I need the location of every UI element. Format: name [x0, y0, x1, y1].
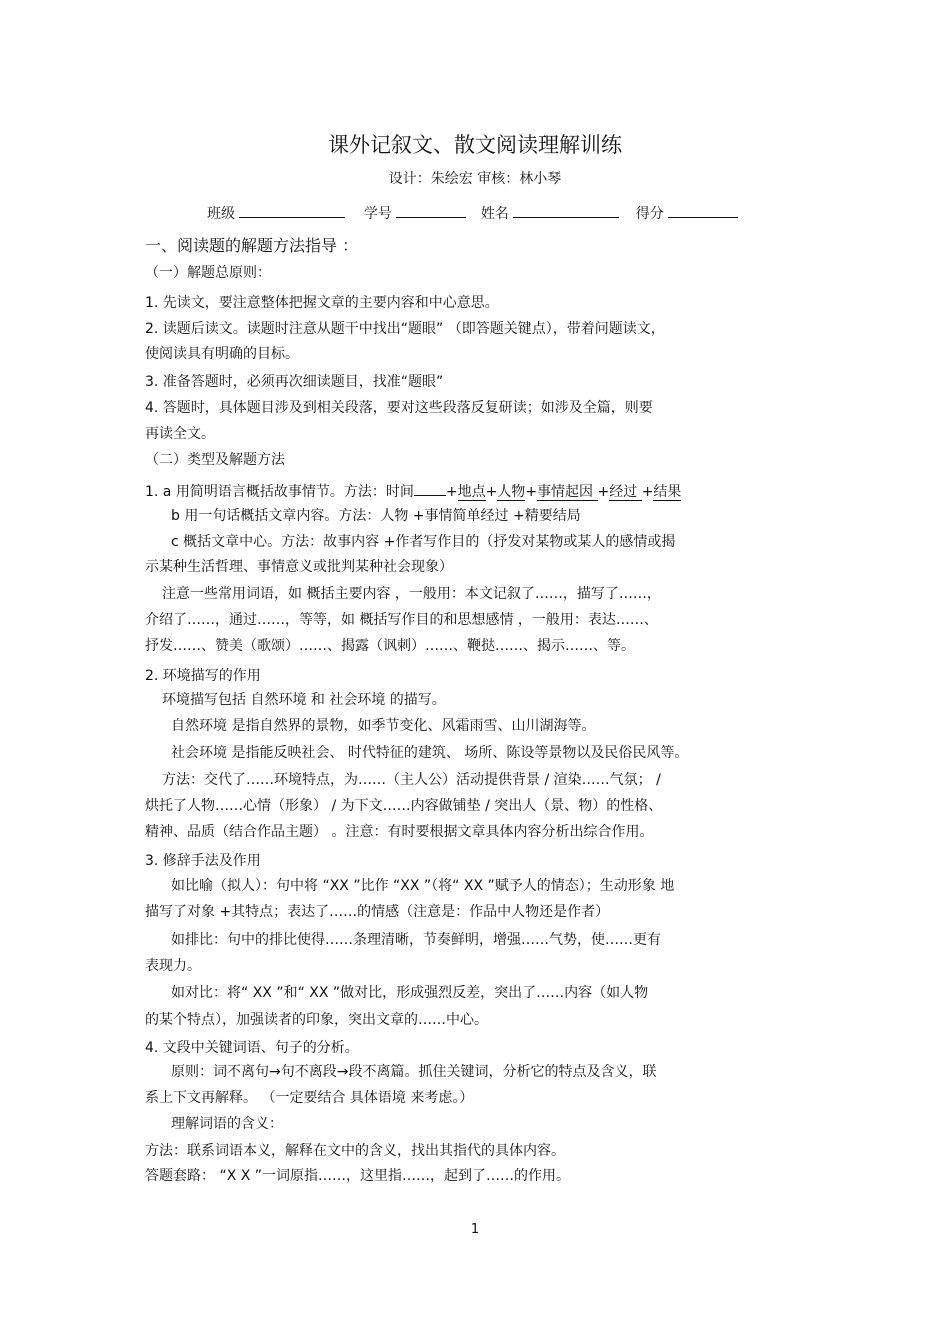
principle-2: 2. 读题后读文。读题时注意从题干中找出“题眼” （即答题关键点），带着问题读文，	[145, 321, 665, 337]
class-label: 班级	[207, 206, 235, 222]
place-keyword: 地点	[457, 484, 486, 500]
type-3-heading: 3. 修辞手法及作用	[145, 853, 261, 869]
env-line-4: 方法：交代了……环境特点，为……（主人公）活动提供背景 / 渲染……气氛； /	[162, 772, 661, 788]
student-id-blank[interactable]	[396, 203, 466, 218]
type-4-heading: 4. 文段中关键词语、句子的分析。	[145, 1040, 359, 1056]
score-label: 得分	[635, 206, 664, 222]
plus-sign: +	[641, 484, 654, 500]
name-label: 姓名	[480, 206, 509, 222]
principle-4: 4. 答题时，具体题目涉及到相关段落，要对这些段落反复研读；如涉及全篇，则要	[145, 400, 653, 416]
rhetoric-line-2: 描写了对象 +其特点；表达了……的情感（注意是：作品中人物还是作者）	[145, 904, 610, 920]
plus-sign: +	[597, 484, 610, 500]
document-title: 课外记叙文、散文阅读理解训练	[328, 133, 622, 157]
subheading-types: （二）类型及解题方法	[145, 452, 285, 468]
env-line-5: 烘托了人物……心情（形象） / 为下文……内容做铺垫 / 突出人（景、物）的性格、	[145, 798, 663, 814]
class-blank[interactable]	[239, 203, 345, 218]
type-1b: b 用一句话概括文章内容。方法：人物 +事情简单经过 +精要结局	[171, 508, 581, 524]
student-info-form	[207, 203, 738, 223]
type-1c: c 概括文章中心。方法：故事内容 +作者写作目的（抒发对某物或某人的感情或揭	[171, 534, 676, 550]
section-heading: 一、阅读题的解题方法指导 ：	[145, 236, 359, 255]
subheading-principles: （一）解题总原则：	[145, 265, 271, 281]
designer-reviewer-line: 设计：朱绘宏 审核：林小琴	[388, 171, 562, 187]
type-1a-line	[145, 481, 681, 501]
type-2-heading: 2. 环境描写的作用	[145, 668, 261, 684]
student-id-label: 学号	[363, 206, 392, 222]
env-line-6: 精神、品质（结合作品主题） 。注意：有时要根据文章具体内容分析出综合作用。	[145, 824, 654, 840]
plus-sign: +	[525, 484, 538, 500]
note-line-3: 抒发……、赞美（歌颂）……、揭露（讽刺）……、鞭挞……、揭示……、等。	[145, 638, 635, 654]
page-number: 1	[470, 1222, 480, 1237]
note-line-2: 介绍了……，通过……，等等，如 概括写作目的和思想感情 ，一般用：表达……、	[145, 612, 658, 628]
type-1a-prefix: 1. a 用简明语言概括故事情节。方法：时间	[145, 484, 414, 500]
env-line-2: 自然环境 是指自然界的景物，如季节变化、风霜雨雪、山川湖海等。	[171, 718, 596, 734]
principle-1: 1. 先读文，要注意整体把握文章的主要内容和中心意思。	[145, 295, 499, 311]
cause-keyword: 事情起因	[537, 484, 594, 500]
rhetoric-line-6: 的某个特点），加强读者的印象，突出文章的……中心。	[145, 1012, 488, 1028]
rhetoric-line-5: 如对比：将“ XX ”和“ XX ”做对比，形成强烈反差，突出了……内容（如人物	[171, 985, 649, 1001]
env-line-1: 环境描写包括 自然环境 和 社会环境 的描写。	[162, 692, 446, 708]
score-blank[interactable]	[668, 203, 738, 218]
keyword-line-5: 答题套路： “X X ”一词原指……，这里指……，起到了……的作用。	[145, 1168, 571, 1184]
name-blank[interactable]	[513, 203, 619, 218]
plus-sign: +	[485, 484, 498, 500]
env-line-3: 社会环境 是指能反映社会、 时代特征的建筑、 场所、陈设等景物以及民俗民风等。	[171, 745, 689, 761]
keyword-line-3: 理解词语的含义：	[171, 1116, 283, 1132]
principle-4-cont: 再读全文。	[145, 426, 215, 442]
keyword-line-1: 原则：词不离句→句不离段→段不离篇。抓住关键词，分析它的特点及含义，联	[171, 1064, 657, 1080]
keyword-line-2: 系上下文再解释。 （一定要结合 具体语境 来考虑。）	[145, 1090, 474, 1106]
type-1c-cont: 示某种生活哲理、事情意义或批判某种社会现象）	[145, 559, 453, 575]
plus-sign: +	[445, 484, 458, 500]
note-line-1: 注意一些常用词语，如 概括主要内容 ，一般用：本文记叙了……，描写了……，	[162, 586, 661, 602]
keyword-line-4: 方法：联系词语本义，解释在文中的含义，找出其指代的具体内容。	[145, 1143, 565, 1159]
rhetoric-line-3: 如排比：句中的排比使得……条理清晰，节奏鲜明，增强……气势，使……更有	[171, 932, 661, 948]
rhetoric-line-4: 表现力。	[145, 958, 201, 974]
time-blank	[414, 481, 446, 496]
rhetoric-line-1: 如比喻（拟人）：句中将 “XX ”比作 “XX ”（将“ XX ”赋予人的情态）；生动形象 地	[171, 878, 675, 894]
principle-3: 3. 准备答题时，必须再次细读题目，找准“题眼”	[145, 374, 444, 390]
principle-2-cont: 使阅读具有明确的目标。	[145, 346, 299, 362]
process-keyword: 经过	[609, 484, 638, 500]
person-keyword: 人物	[497, 484, 526, 500]
result-keyword: 结果	[653, 484, 682, 500]
